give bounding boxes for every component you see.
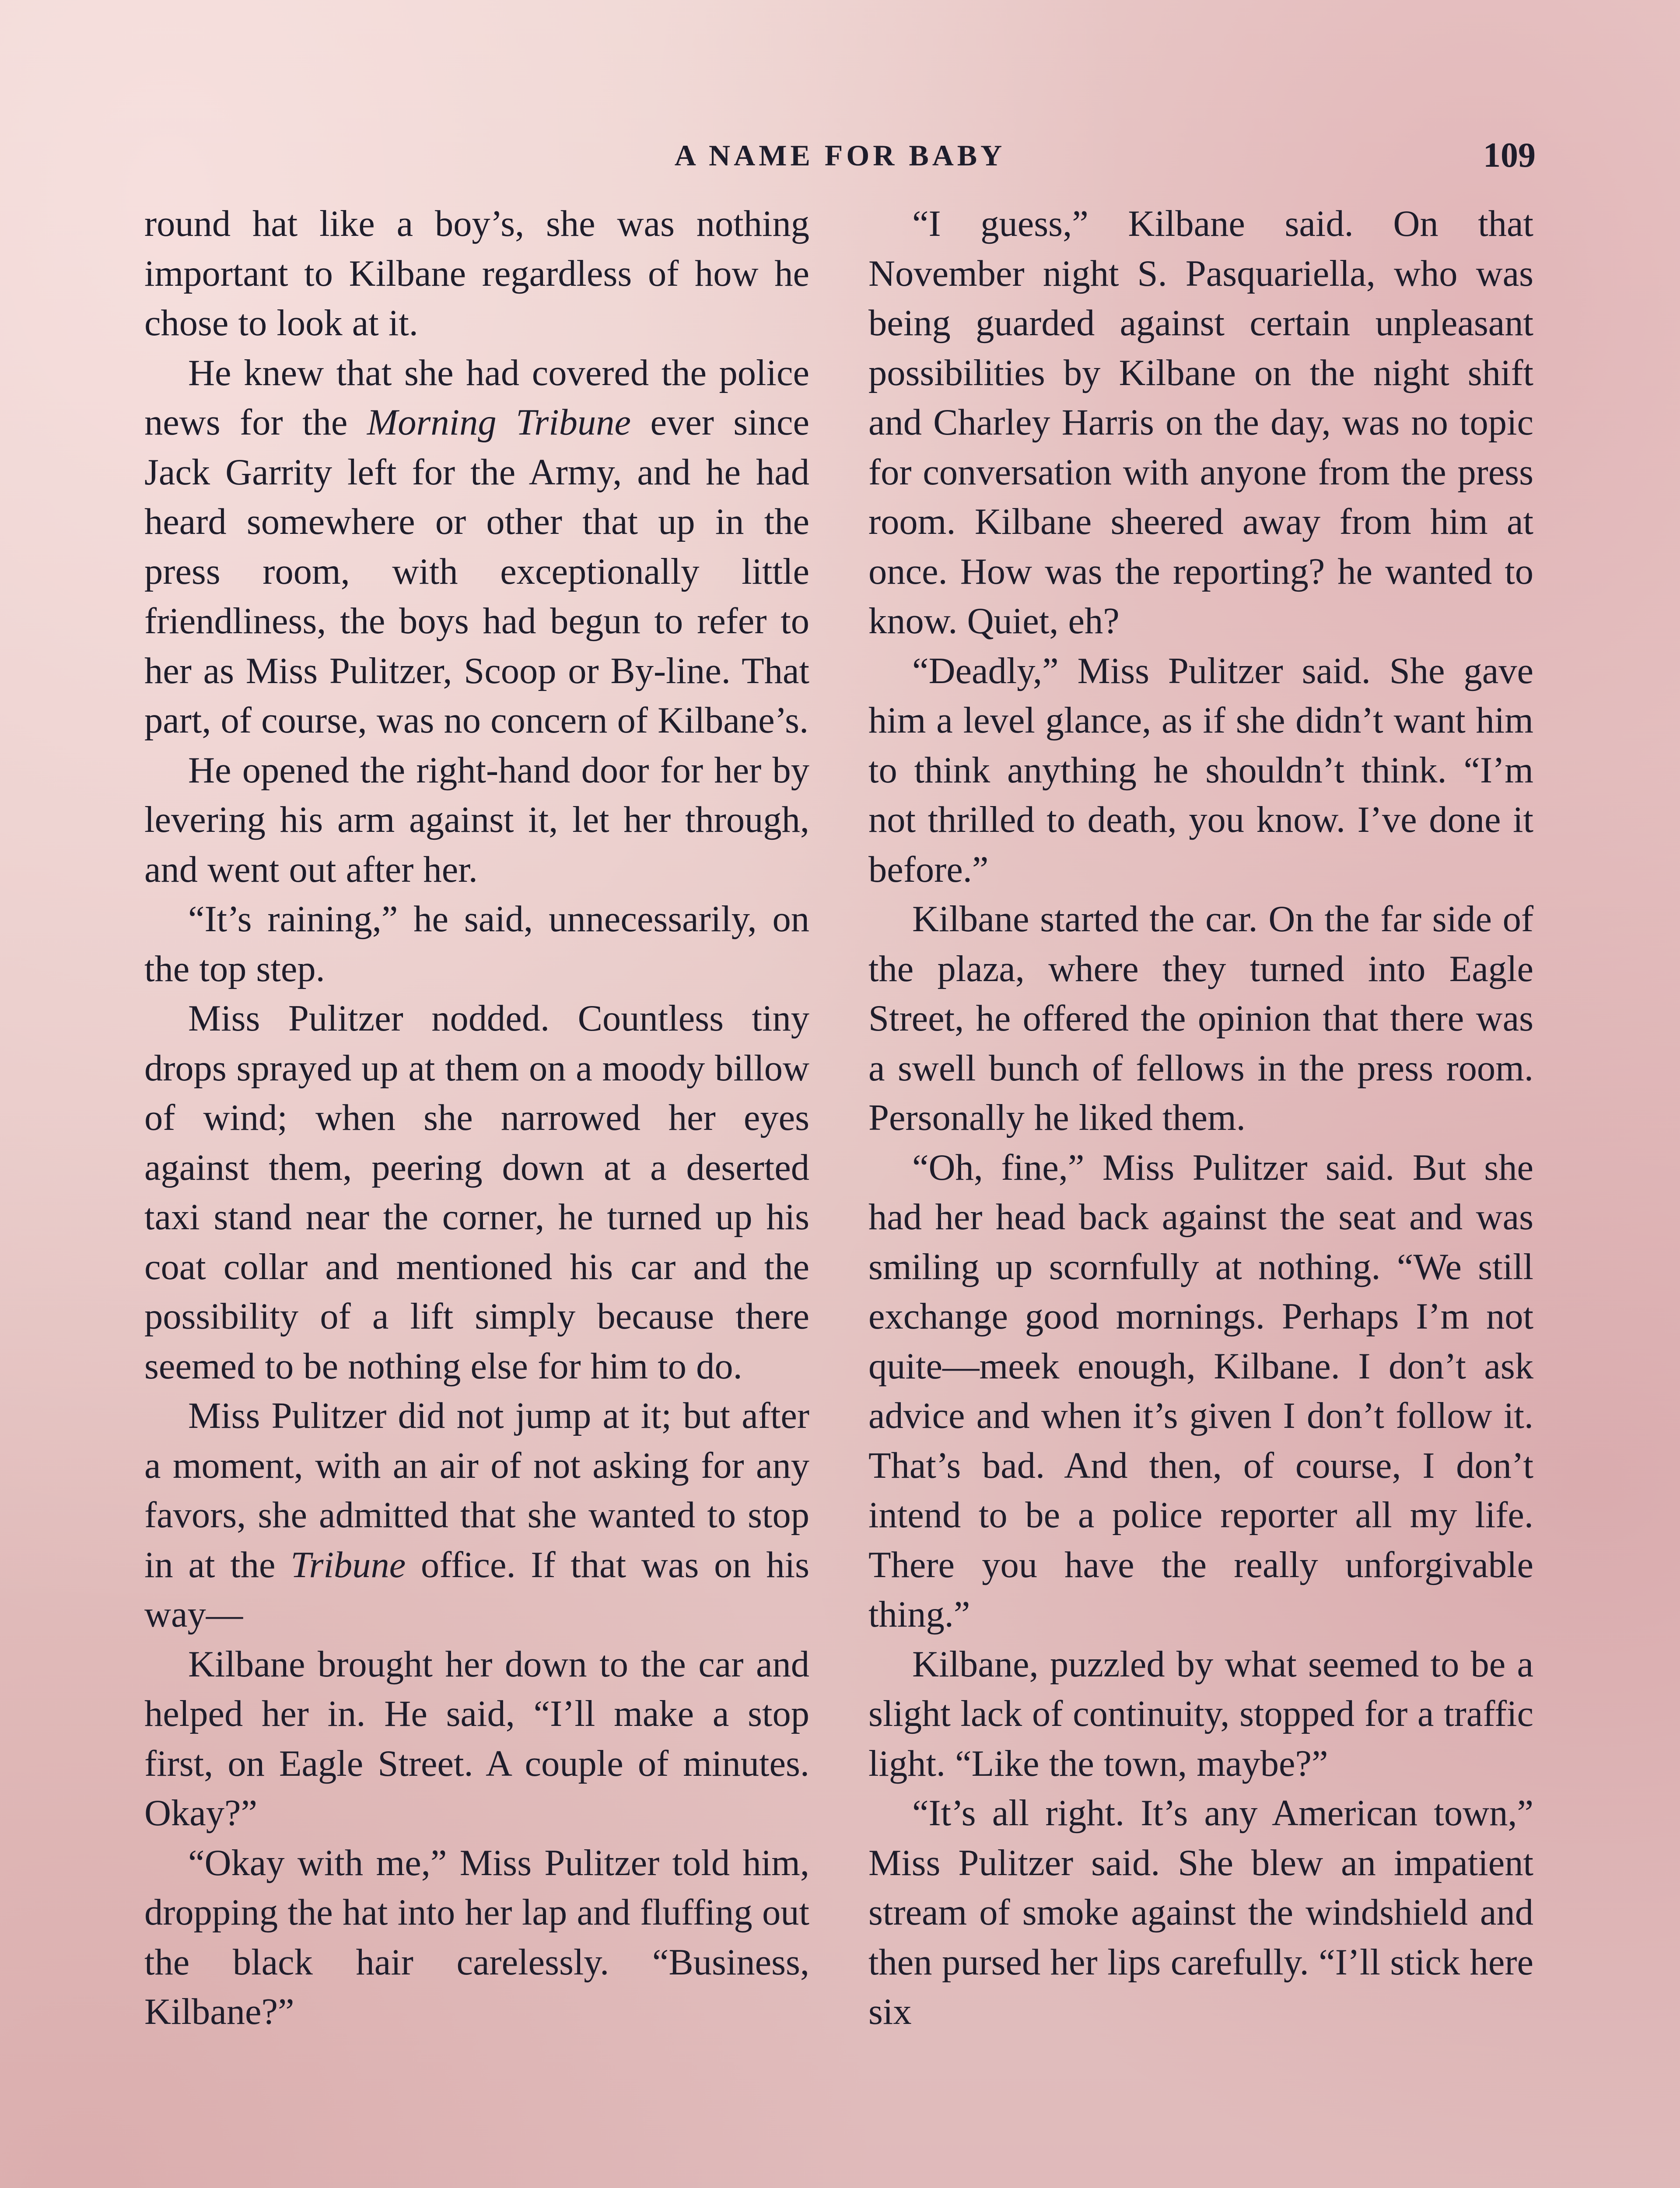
paragraph: [144, 1391, 809, 1640]
paragraph-text: He knew that she had covered the police news for the: [144, 352, 809, 443]
paragraph: Kilbane, puzzled by what seemed to be a slight lack of continuity, stopped for a traffic light. “Like the town, maybe?”: [868, 1644, 1533, 1784]
paragraph: “Oh, fine,” Miss Pulitzer said. But she had her head back against the seat and was smiling up scornfully at nothing. “We still exchange good mornings. Perhaps I’m not quite—meek enough, Kilbane. I don’t ask advice and when it’s given I don’t follow it. That’s bad. And then, of course, I don’t intend to be a police reporter all my life. There you have the really unforgivable thing.”: [868, 1147, 1533, 1635]
paragraph: He opened the right-hand door for her by levering his arm against it, let her through, and went out after her.: [144, 750, 809, 890]
right-column: [868, 199, 1533, 2037]
paragraph-text: Miss Pulitzer did not jump at it; but after a moment, with an air of not asking for any favors, she admitted that she wanted to stop in at the: [144, 1396, 809, 1585]
paragraph: “Okay with me,” Miss Pulitzer told him, dropping the hat into her lap and fluffing out the black hair carelessly. “Business, Kilbane?”: [144, 1842, 809, 2032]
newspaper-name: Morning Tribune: [367, 402, 631, 443]
paragraph-text: office. If that was on his way—: [144, 1544, 809, 1635]
page-number: 109: [1483, 136, 1536, 175]
left-column: [144, 199, 809, 2037]
paragraph: “Deadly,” Miss Pulitzer said. She gave him a level glance, as if she didn’t want him to think anything he shouldn’t think. “I’m not thrilled to death, you know. I’ve done it before.”: [868, 650, 1533, 890]
paragraph-text: ever since Jack Garrity left for the Army, and he had heard somewhere or other that up in the press room, with exceptionally little friendliness, the boys had begun to refer to her as Miss Pulitzer, Scoop or By-line. That part, of course, was no concern of Kilbane’s.: [144, 402, 809, 741]
paragraph: “I guess,” Kilbane said. On that November night S. Pasquariella, who was being guarded against certain unpleasant possibilities by Kilbane on the night shift and Charley Harris on the day, was no topic for conversation with anyone from the press room. Kilbane sheered away from him at once. How was the reporting? he wanted to know. Quiet, eh?: [868, 203, 1533, 642]
paragraph: “It’s all right. It’s any American town,” Miss Pulitzer said. She blew an impatient stream of smoke against the windshield and then pursed her lips carefully. “I’ll stick here six: [868, 1793, 1533, 2032]
paragraph: “It’s raining,” he said, unnecessarily, on the top step.: [144, 899, 809, 989]
paragraph: Miss Pulitzer nodded. Countless tiny drops sprayed up at them on a moody billow of wind; when she narrowed her eyes against them, peering down at a deserted taxi stand near the corner, he turned up his coat collar and mentioned his car and the possibility of a lift simply because there seemed to be nothing else for him to do.: [144, 998, 809, 1387]
running-title: A NAME FOR BABY: [674, 139, 1006, 172]
newspaper-name: Tribune: [290, 1544, 406, 1585]
paragraph: Kilbane started the car. On the far side of the plaza, where they turned into Eagle Street, he offered the opinion that there was a swell bunch of fellows in the press room. Personally he liked them.: [868, 899, 1533, 1138]
paragraph: round hat like a boy’s, she was nothing important to Kilbane regardless of how he chose to look at it.: [144, 203, 809, 344]
paragraph: [144, 348, 809, 746]
paragraph: Kilbane brought her down to the car and helped her in. He said, “I’ll make a stop first, on Eagle Street. A couple of minutes. Okay?”: [144, 1644, 809, 1834]
running-head: [144, 131, 1536, 179]
